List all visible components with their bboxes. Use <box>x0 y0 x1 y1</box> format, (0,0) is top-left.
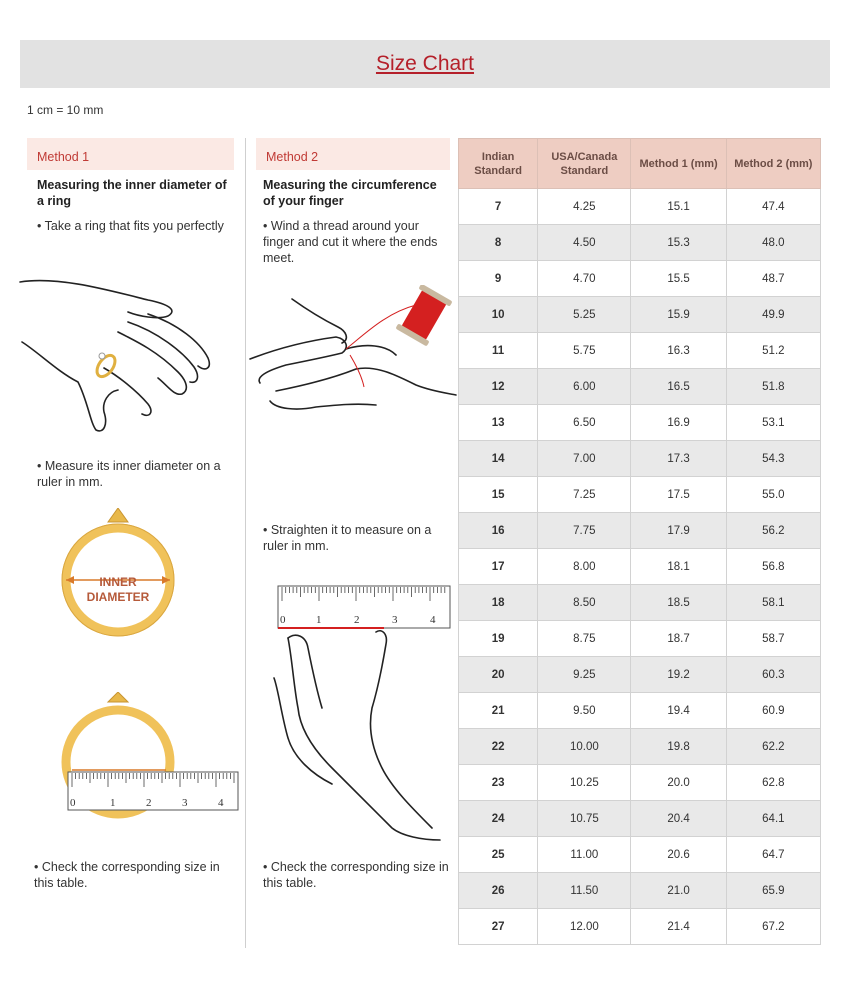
cell-indian: 10 <box>459 297 538 333</box>
ruler1-num-1: 1 <box>110 797 116 809</box>
ring-label-inner: INNER <box>99 575 137 589</box>
cell-indian: 7 <box>459 189 538 225</box>
cell-usa: 4.50 <box>538 225 631 261</box>
cell-usa: 11.00 <box>538 837 631 873</box>
cell-usa: 7.75 <box>538 513 631 549</box>
cell-indian: 13 <box>459 405 538 441</box>
cell-method2: 64.7 <box>726 837 820 873</box>
cell-indian: 15 <box>459 477 538 513</box>
table-row <box>459 837 821 873</box>
cell-method1: 16.3 <box>631 333 726 369</box>
cell-usa: 7.25 <box>538 477 631 513</box>
cell-indian: 24 <box>459 801 538 837</box>
cell-method1: 17.5 <box>631 477 726 513</box>
table-row <box>459 477 821 513</box>
cell-method2: 60.9 <box>726 693 820 729</box>
cell-method1: 19.2 <box>631 657 726 693</box>
cell-method2: 58.7 <box>726 621 820 657</box>
cell-method1: 19.4 <box>631 693 726 729</box>
ruler2-num-4: 4 <box>430 614 436 626</box>
method2-title: Measuring the circumference of your finger <box>263 178 437 208</box>
method1-label: Method 1 <box>37 150 90 164</box>
cell-usa: 6.00 <box>538 369 631 405</box>
table-row <box>459 297 821 333</box>
page-title: Size Chart <box>375 52 475 75</box>
cell-usa: 8.50 <box>538 585 631 621</box>
method1-step1: • Take a ring that fits you perfectly <box>37 219 224 233</box>
cell-method2: 56.2 <box>726 513 820 549</box>
cell-usa: 8.00 <box>538 549 631 585</box>
table-row <box>459 765 821 801</box>
cell-method2: 48.7 <box>726 261 820 297</box>
cell-method1: 15.5 <box>631 261 726 297</box>
method2-header <box>256 138 450 170</box>
cell-usa: 8.75 <box>538 621 631 657</box>
table-row <box>459 729 821 765</box>
cell-usa: 5.25 <box>538 297 631 333</box>
table-row <box>459 873 821 909</box>
cell-indian: 25 <box>459 837 538 873</box>
cell-method2: 53.1 <box>726 405 820 441</box>
cell-method1: 17.9 <box>631 513 726 549</box>
ruler1-num-2: 2 <box>146 797 152 809</box>
table-row <box>459 549 821 585</box>
cell-indian: 9 <box>459 261 538 297</box>
cell-method1: 18.1 <box>631 549 726 585</box>
table-row <box>459 621 821 657</box>
table-row <box>459 513 821 549</box>
ruler1-num-4: 4 <box>218 797 224 809</box>
cell-method2: 48.0 <box>726 225 820 261</box>
cell-indian: 11 <box>459 333 538 369</box>
cell-method2: 64.1 <box>726 801 820 837</box>
cell-indian: 16 <box>459 513 538 549</box>
method1-step3: • Check the corresponding size in this table. <box>34 860 220 890</box>
cell-indian: 21 <box>459 693 538 729</box>
cell-indian: 8 <box>459 225 538 261</box>
cell-method2: 51.8 <box>726 369 820 405</box>
col-header-indian: Indian Standard <box>459 139 538 189</box>
cell-usa: 9.50 <box>538 693 631 729</box>
cell-indian: 23 <box>459 765 538 801</box>
cell-usa: 4.70 <box>538 261 631 297</box>
cell-method1: 15.3 <box>631 225 726 261</box>
cell-indian: 12 <box>459 369 538 405</box>
ring-on-ruler-illustration <box>58 692 240 822</box>
cell-method2: 58.1 <box>726 585 820 621</box>
cell-method2: 54.3 <box>726 441 820 477</box>
col-header-method2: Method 2 (mm) <box>726 139 820 189</box>
cell-indian: 26 <box>459 873 538 909</box>
cell-method1: 16.9 <box>631 405 726 441</box>
cell-method2: 65.9 <box>726 873 820 909</box>
method1-step2: • Measure its inner diameter on a ruler in mm. <box>37 459 221 489</box>
ruler2-num-3: 3 <box>392 614 398 626</box>
cell-usa: 11.50 <box>538 873 631 909</box>
cell-method1: 18.7 <box>631 621 726 657</box>
cell-method1: 16.5 <box>631 369 726 405</box>
cell-usa: 4.25 <box>538 189 631 225</box>
cell-method2: 56.8 <box>726 549 820 585</box>
table-row <box>459 657 821 693</box>
method2-step2: • Straighten it to measure on a ruler in mm. <box>263 523 432 553</box>
cell-method2: 60.3 <box>726 657 820 693</box>
cell-usa: 6.50 <box>538 405 631 441</box>
cell-indian: 20 <box>459 657 538 693</box>
table-row <box>459 189 821 225</box>
ruler2-num-1: 1 <box>316 614 322 626</box>
cell-indian: 19 <box>459 621 538 657</box>
col-header-method1: Method 1 (mm) <box>631 139 726 189</box>
table-row <box>459 405 821 441</box>
table-row <box>459 441 821 477</box>
cell-method1: 20.4 <box>631 801 726 837</box>
cell-method2: 49.9 <box>726 297 820 333</box>
header-bar <box>20 40 830 88</box>
ruler1-num-3: 3 <box>182 797 188 809</box>
cell-method2: 62.8 <box>726 765 820 801</box>
table-row <box>459 333 821 369</box>
unit-conversion-note: 1 cm = 10 mm <box>27 103 104 117</box>
cell-method1: 21.0 <box>631 873 726 909</box>
cell-usa: 9.25 <box>538 657 631 693</box>
hand-with-ring-illustration <box>18 272 228 437</box>
cell-usa: 10.75 <box>538 801 631 837</box>
table-row <box>459 801 821 837</box>
ring-label-diameter: DIAMETER <box>86 590 150 604</box>
cell-indian: 14 <box>459 441 538 477</box>
finger-thread-illustration <box>246 285 458 460</box>
cell-method1: 21.4 <box>631 909 726 945</box>
cell-usa: 5.75 <box>538 333 631 369</box>
cell-method1: 17.3 <box>631 441 726 477</box>
cell-method1: 15.1 <box>631 189 726 225</box>
method2-step1: • Wind a thread around your finger and cut it where the ends meet. <box>263 219 438 265</box>
table-header-row <box>459 139 821 189</box>
col-header-usa: USA/Canada Standard <box>538 139 631 189</box>
table-row <box>459 225 821 261</box>
cell-usa: 10.00 <box>538 729 631 765</box>
ring-inner-diameter-illustration <box>58 508 178 643</box>
table-row <box>459 909 821 945</box>
cell-method2: 55.0 <box>726 477 820 513</box>
column-divider <box>245 138 246 948</box>
ruler2-num-0: 0 <box>280 614 286 626</box>
size-table <box>458 138 821 945</box>
table-row <box>459 585 821 621</box>
table-row <box>459 261 821 297</box>
cell-indian: 17 <box>459 549 538 585</box>
cell-indian: 27 <box>459 909 538 945</box>
cell-usa: 7.00 <box>538 441 631 477</box>
cell-method1: 20.0 <box>631 765 726 801</box>
method2-label: Method 2 <box>266 150 319 164</box>
cell-method1: 19.8 <box>631 729 726 765</box>
ruler1-num-0: 0 <box>70 797 76 809</box>
hand-with-ruler-illustration <box>272 578 454 844</box>
cell-method2: 62.2 <box>726 729 820 765</box>
cell-usa: 12.00 <box>538 909 631 945</box>
cell-method2: 51.2 <box>726 333 820 369</box>
table-body <box>459 189 821 945</box>
cell-indian: 22 <box>459 729 538 765</box>
cell-indian: 18 <box>459 585 538 621</box>
ruler2-num-2: 2 <box>354 614 360 626</box>
table-row <box>459 693 821 729</box>
cell-method1: 18.5 <box>631 585 726 621</box>
table-row <box>459 369 821 405</box>
method1-header <box>27 138 234 170</box>
cell-method2: 67.2 <box>726 909 820 945</box>
cell-method2: 47.4 <box>726 189 820 225</box>
method1-title: Measuring the inner diameter of a ring <box>37 178 227 208</box>
method2-step3: • Check the corresponding size in this table. <box>263 860 449 890</box>
cell-usa: 10.25 <box>538 765 631 801</box>
cell-method1: 15.9 <box>631 297 726 333</box>
cell-method1: 20.6 <box>631 837 726 873</box>
